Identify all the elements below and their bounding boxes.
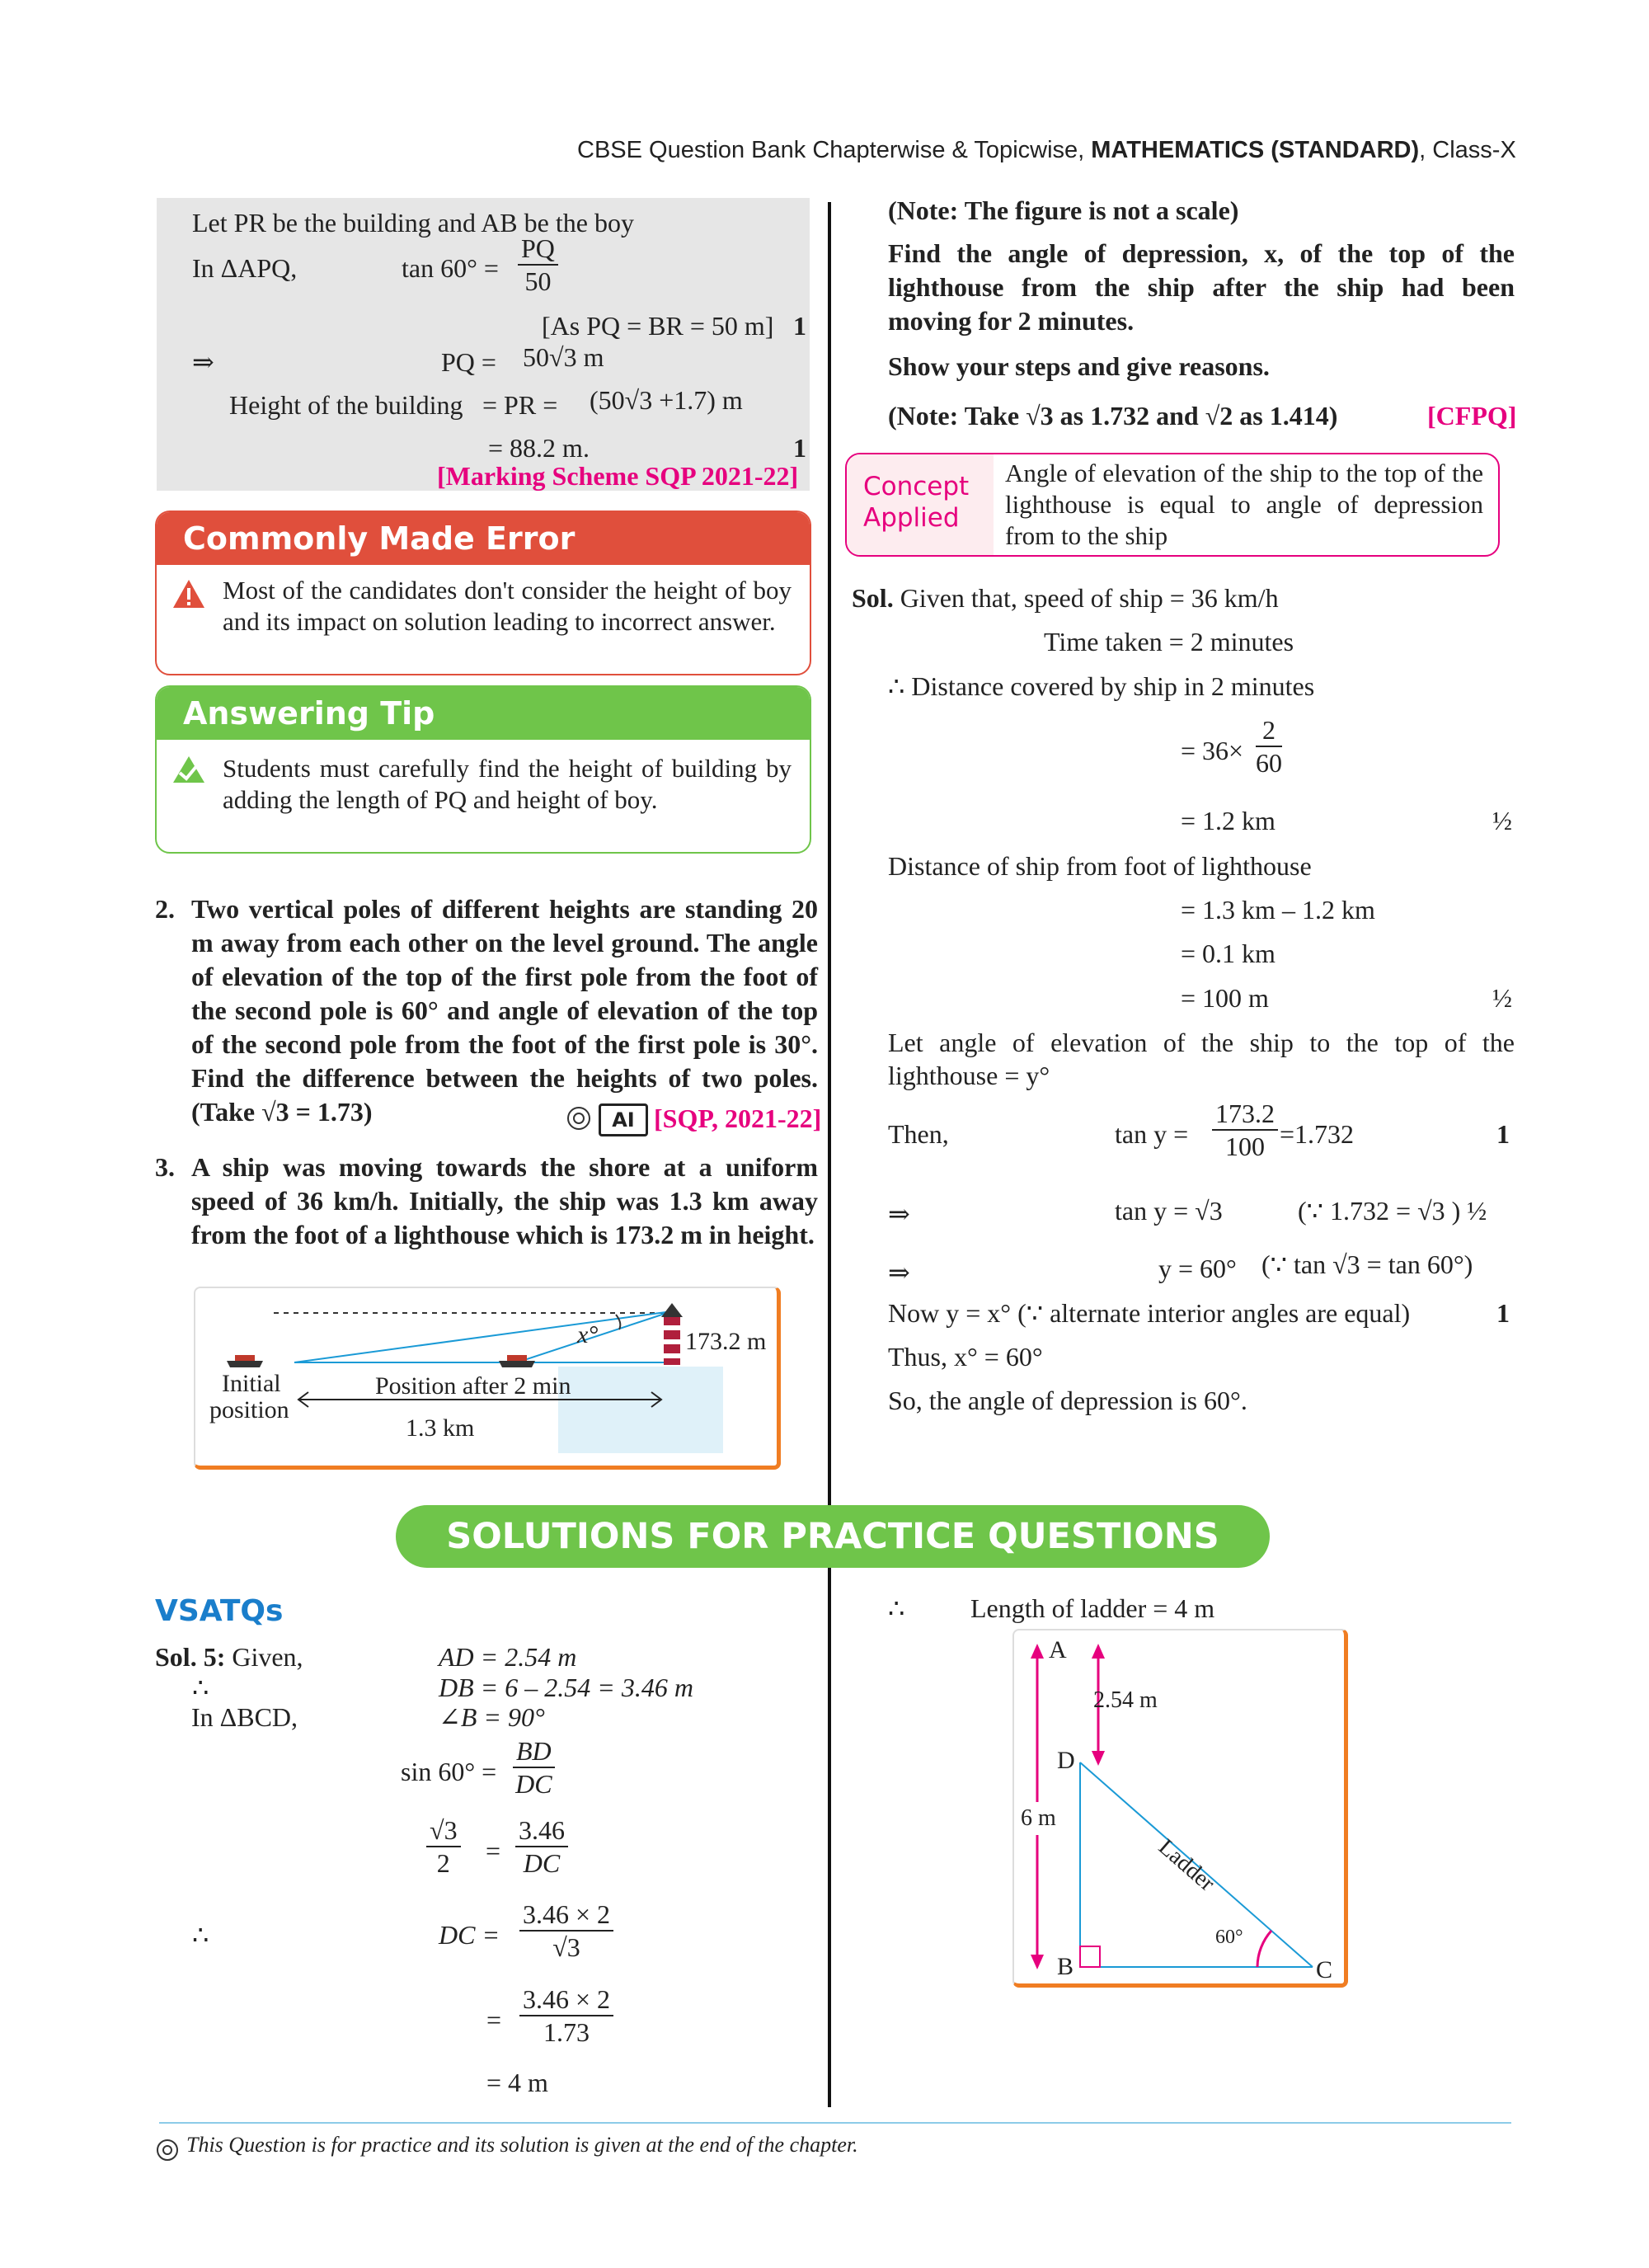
point-b-label: B (1057, 1953, 1074, 1980)
implies: ⇒ (888, 1199, 910, 1229)
ladder-figure (1012, 1629, 1348, 1988)
sol-line: ∴ Distance covered by ship in 2 minutes (888, 671, 1315, 701)
initial-sightline (294, 1311, 672, 1362)
practice-icon (155, 2138, 180, 2162)
sol-line: ∠B = 90° (439, 1702, 545, 1732)
mark: 1 (1496, 1298, 1510, 1328)
sol-line: ∴ (192, 1673, 209, 1702)
marking-scheme-ref: [Marking Scheme SQP 2021-22] (437, 461, 799, 491)
implies: ⇒ (888, 1258, 910, 1287)
fraction: $\frac{BD}{DC}$ (513, 1735, 555, 1800)
error-box-title: Commonly Made Error (157, 512, 810, 565)
angle-arc (616, 1315, 620, 1329)
page-header: CBSE Question Bank Chapterwise & Topicwise, MATHEMATICS (STANDARD), Class-X (577, 137, 1516, 163)
sol-line: Time taken = 2 minutes (1044, 627, 1294, 656)
height-label: 173.2 m (685, 1328, 767, 1355)
solution-continuation-box (157, 198, 810, 491)
sol-line: tan 60° = (402, 253, 499, 283)
sol-line: 50√3 m (523, 342, 604, 372)
distance-label: 1.3 km (406, 1414, 475, 1442)
tip-box-text: Students must carefully find the height of building by adding the length of PQ and height of boy. (223, 754, 792, 814)
sol-line: tan y = (1115, 1119, 1189, 1149)
column-divider (828, 202, 831, 2107)
fraction: $\frac{√3}{2}$ (426, 1814, 461, 1879)
question-2-text: Two vertical poles of different heights are standing 20 m away from each other on the level ground. The angle of elevation of the top of the first pole from the foot of the second pole is 60° and angle of elevation of the top of the second pole from the foot of the first pole is 30°. Find the difference between the heights of two poles. (Take √3 = 1.73) (191, 894, 818, 1127)
note-line: (Note: The figure is not a scale) (888, 195, 1239, 225)
question-number: 2. (155, 894, 175, 924)
implies: ⇒ (192, 347, 214, 377)
sol-line: = 1.3 km – 1.2 km (1181, 895, 1375, 925)
mark: ½ (1492, 806, 1512, 835)
practice-icon (566, 1105, 592, 1132)
sol-line: = 36× (1181, 736, 1244, 765)
concept-label: Concept Applied (847, 454, 994, 555)
footer-note: This Question is for practice and its solution is given at the end of the chapter. (186, 2133, 858, 2157)
show-steps: Show your steps and give reasons. (888, 351, 1270, 381)
sol-line: Let angle of elevation of the ship to the top of the lighthouse = y° (888, 1028, 1515, 1090)
sol-line: y = 60° (1158, 1254, 1237, 1283)
point-d-label: D (1057, 1747, 1075, 1774)
mark: 1 (793, 311, 806, 341)
answering-tip-box (155, 685, 811, 854)
sol-line: Let PR be the building and AB be the boy (192, 208, 634, 238)
sol-line: Sol. Given that, speed of ship = 36 km/h (852, 583, 1279, 613)
sol-line: ∴ (192, 1920, 209, 1950)
mark: 1 (793, 433, 806, 463)
sol-line: [As PQ = BR = 50 m] (542, 311, 774, 341)
ship-icon-final (499, 1355, 535, 1367)
fraction: $\frac{3.46}{DC}$ (515, 1814, 568, 1879)
sol-line: AD = 2.54 m (439, 1642, 577, 1672)
angle-arc (1257, 1931, 1271, 1967)
ladder-diagram (1014, 1630, 1344, 1981)
sol-line: Length of ladder = 4 m (970, 1593, 1215, 1623)
vsatq-heading: VSATQs (155, 1594, 284, 1628)
fraction: $\frac{3.46 \times 2}{√3}$ (519, 1899, 613, 1963)
concept-text: Angle of elevation of the ship to the top of the lighthouse is equal to angle of depression from to the ship (1005, 459, 1483, 550)
sol-line: = 1.2 km (1181, 806, 1276, 835)
tip-box-title: Answering Tip (157, 687, 810, 740)
sol-line: Thus, x° = 60° (888, 1342, 1043, 1372)
sol-line: = 88.2 m. (488, 433, 590, 463)
fraction: $\frac{3.46 \times 2}{1.73}$ (519, 1983, 613, 2048)
sol-line: (∵ tan √3 = tan 60°) (1261, 1249, 1473, 1279)
take-values: (Note: Take √3 as 1.732 and √2 as 1.414) (888, 401, 1338, 431)
sol-line: Then, (888, 1119, 949, 1149)
lighthouse-figure (194, 1287, 781, 1470)
after-label: Position after 2 min (375, 1372, 571, 1400)
warning-icon (171, 578, 206, 609)
sol-line: (50√3 +1.7) m (590, 385, 743, 415)
ship-icon-initial (227, 1355, 263, 1367)
mark: ½ (1492, 983, 1512, 1013)
sol-line: = 4 m (486, 2068, 548, 2097)
angle-label: x° (577, 1321, 599, 1348)
sol-line: Sol. 5: Given, (155, 1642, 303, 1672)
therefore: ∴ (888, 1593, 905, 1623)
point-a-label: A (1049, 1636, 1067, 1663)
ladder-label: Ladder (1153, 1834, 1220, 1897)
sol-line: = (486, 2005, 502, 2035)
cfpq-ref: [CFPQ] (1427, 401, 1517, 431)
question-3-text: A ship was moving towards the shore at a uniform speed of 36 km/h. Initially, the ship was 1.3 km away from the foot of a lighthouse which is 173.2 m in height. (191, 1152, 818, 1249)
commonly-made-error-box (155, 511, 811, 675)
question-number: 3. (155, 1152, 175, 1182)
sol-line: sin 60° = (401, 1757, 497, 1786)
sol-line: In ΔAPQ, (192, 253, 298, 283)
sol-line: = (486, 1836, 501, 1866)
sol-line: = 100 m (1181, 983, 1269, 1013)
sol-line: =1.732 (1280, 1119, 1355, 1149)
fraction: $\frac{173.2}{100}$ (1212, 1098, 1278, 1162)
shore-region (558, 1367, 723, 1453)
ad-length-label: 2.54 m (1093, 1687, 1158, 1713)
sol-line: tan y = √3 (1115, 1196, 1223, 1226)
sol-line: PQ = (441, 347, 496, 377)
right-angle-marker (1080, 1946, 1100, 1967)
sol-line: DC = (439, 1920, 500, 1950)
angle-label: 60° (1215, 1927, 1243, 1948)
sol-line: = PR = (482, 390, 558, 420)
sol-line: Distance of ship from foot of lighthouse (888, 851, 1312, 881)
error-box-text: Most of the candidates don't consider the height of boy and its impact on solution leading to incorrect answer. (223, 576, 792, 636)
point-c-label: C (1316, 1956, 1333, 1983)
sol-line: = 0.1 km (1181, 939, 1276, 968)
sol-line: So, the angle of depression is 60°. (888, 1386, 1247, 1415)
check-triangle-icon (171, 755, 206, 784)
sol-line: Now y = x° (∵ alternate interior angles are equal) (888, 1298, 1411, 1328)
sol-line: Height of the building (229, 390, 463, 420)
footer-line (159, 2122, 1511, 2124)
initial-label: Initial (222, 1370, 281, 1397)
ab-length-label: 6 m (1021, 1802, 1056, 1835)
sol-line: DB = 6 – 2.54 = 3.46 m (439, 1673, 693, 1702)
fraction: $\frac{2}{60}$ (1256, 715, 1282, 778)
mark: 1 (1496, 1119, 1510, 1149)
concept-applied-box (845, 453, 1500, 557)
ai-tag: AI (599, 1103, 648, 1136)
section-banner: SOLUTIONS FOR PRACTICE QUESTIONS (396, 1505, 1270, 1568)
question-2-ref: [SQP, 2021-22] (654, 1103, 822, 1133)
fraction: $\frac{PQ}{50}$ (518, 233, 558, 297)
sol-line: (∵ 1.732 = √3 ) ½ (1298, 1196, 1487, 1226)
position-label: position (209, 1396, 289, 1423)
find-text: Find the angle of depression, x, of the top of the lighthouse from the ship after the ship had been moving for 2 minutes. (888, 238, 1515, 336)
sol-line: In ΔBCD, (191, 1702, 298, 1732)
